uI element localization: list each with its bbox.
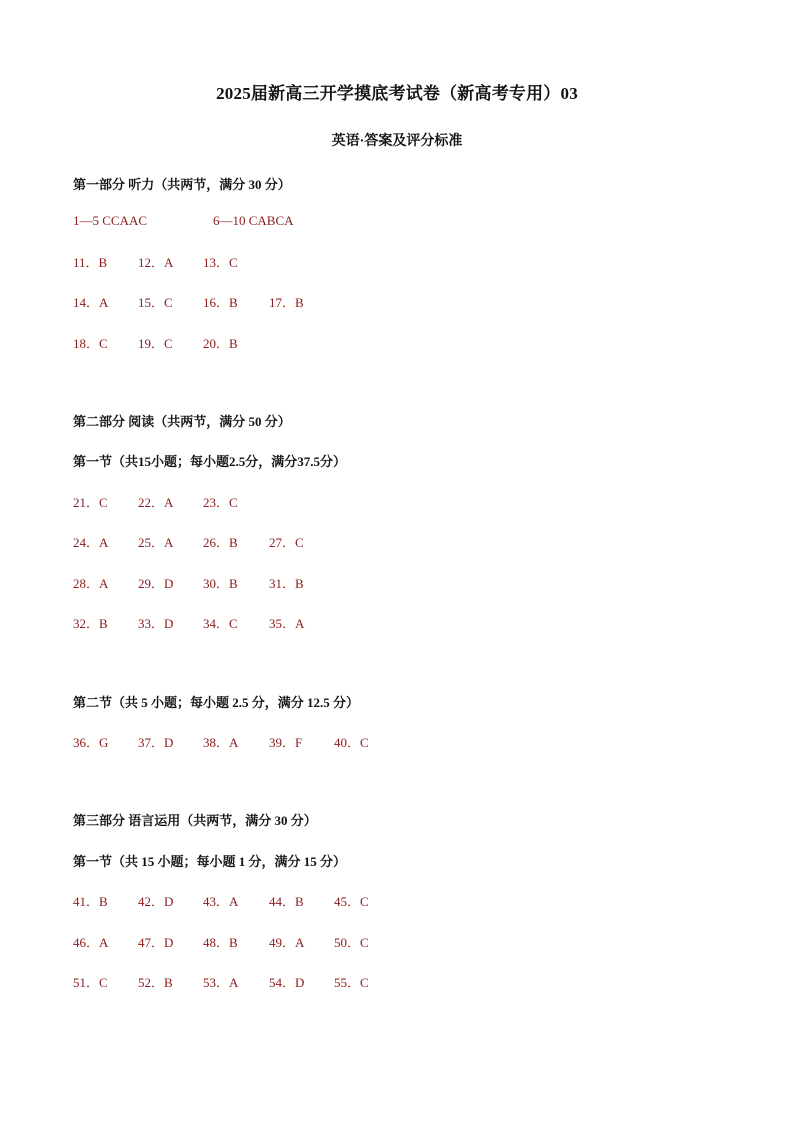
- section-heading-reading: 第二部分 阅读（共两节，满分 50 分）: [73, 414, 291, 429]
- answer-item: 46．A: [73, 935, 109, 950]
- answer-item: 27．C: [269, 535, 304, 550]
- answer-item: 40．C: [334, 735, 369, 750]
- document-subtitle: 英语·答案及评分标准: [331, 134, 463, 149]
- answer-group: 6—10 CABCA: [213, 213, 294, 228]
- answer-item: 50．C: [334, 935, 369, 950]
- answer-item: 13．C: [203, 255, 238, 270]
- answer-item: 21．C: [73, 495, 108, 510]
- answer-item: 39．F: [269, 735, 303, 750]
- document-title: 2025届新高三开学摸底考试卷（新高考专用）03: [216, 84, 578, 103]
- answer-item: 55．C: [334, 975, 369, 990]
- answer-item: 38．A: [203, 735, 239, 750]
- answer-item: 28．A: [73, 576, 109, 591]
- answer-item: 31．B: [269, 576, 304, 591]
- answer-item: 41．B: [73, 894, 108, 909]
- answer-item: 29．D: [138, 576, 174, 591]
- answer-item: 16．B: [203, 295, 238, 310]
- answer-item: 53．A: [203, 975, 239, 990]
- answer-item: 36．G: [73, 735, 109, 750]
- answer-item: 51．C: [73, 975, 108, 990]
- answer-item: 33．D: [138, 616, 174, 631]
- answer-item: 14．A: [73, 295, 109, 310]
- answer-item: 26．B: [203, 535, 238, 550]
- answer-item: 47．D: [138, 935, 174, 950]
- answer-item: 11．B: [73, 255, 108, 270]
- answer-group: 1—5 CCAAC: [73, 213, 148, 228]
- section-heading-listening: 第一部分 听力（共两节，满分 30 分）: [73, 177, 291, 192]
- answer-item: 52．B: [138, 975, 173, 990]
- answer-item: 34．C: [203, 616, 238, 631]
- answer-item: 37．D: [138, 735, 174, 750]
- answer-item: 49．A: [269, 935, 305, 950]
- answer-item: 43．A: [203, 894, 239, 909]
- answer-item: 48．B: [203, 935, 238, 950]
- answer-item: 54．D: [269, 975, 305, 990]
- answer-item: 30．B: [203, 576, 238, 591]
- answer-item: 20．B: [203, 336, 238, 351]
- answer-item: 44．B: [269, 894, 304, 909]
- answer-item: 25．A: [138, 535, 174, 550]
- answer-item: 32．B: [73, 616, 108, 631]
- answer-item: 19．C: [138, 336, 173, 351]
- subsection-heading-reading-1: 第一节（共15小题；每小题2.5分，满分37.5分）: [73, 454, 347, 469]
- answer-item: 12．A: [138, 255, 174, 270]
- answer-item: 35．A: [269, 616, 305, 631]
- answer-item: 23．C: [203, 495, 238, 510]
- subsection-heading-language-use-1: 第一节（共 15 小题；每小题 1 分，满分 15 分）: [73, 854, 347, 869]
- answer-item: 18．C: [73, 336, 108, 351]
- answer-item: 42．D: [138, 894, 174, 909]
- answer-item: 17．B: [269, 295, 304, 310]
- answer-item: 15．C: [138, 295, 173, 310]
- answer-item: 22．A: [138, 495, 174, 510]
- section-heading-language-use: 第三部分 语言运用（共两节，满分 30 分）: [73, 813, 317, 828]
- answer-item: 24．A: [73, 535, 109, 550]
- answer-item: 45．C: [334, 894, 369, 909]
- subsection-heading-reading-2: 第二节（共 5 小题；每小题 2.5 分，满分 12.5 分）: [73, 695, 360, 710]
